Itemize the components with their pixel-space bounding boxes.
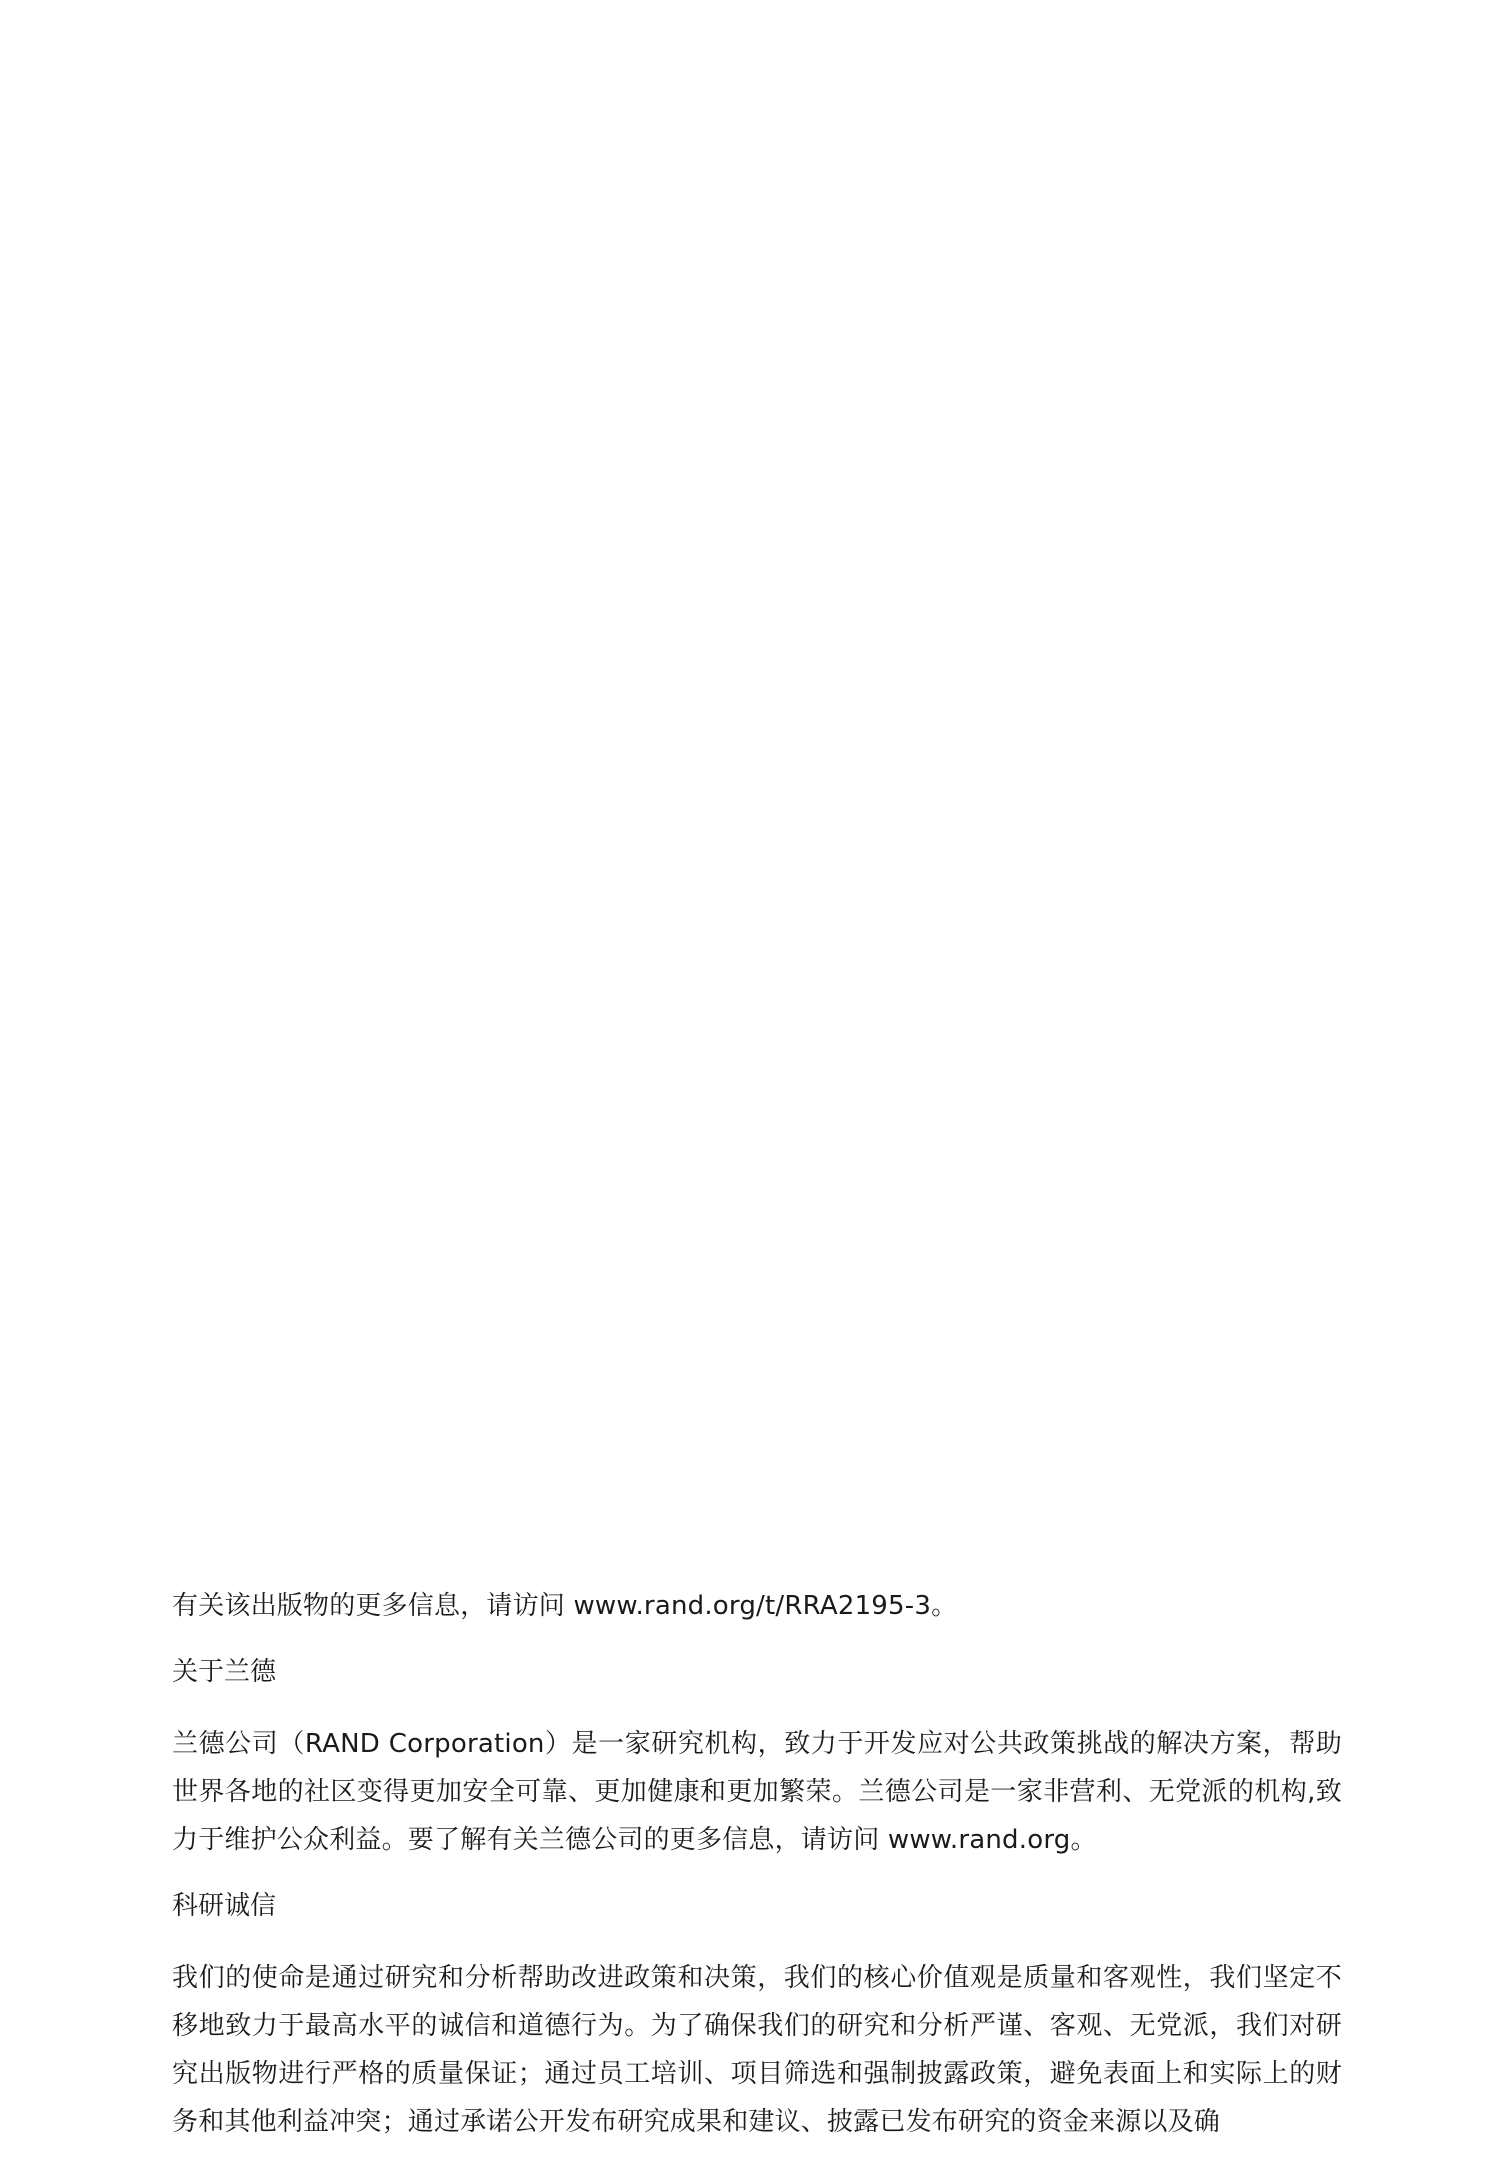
page-content — [172, 1582, 1342, 2146]
about-paragraph: 兰德公司（RAND Corporation）是一家研究机构，致力于开发应对公共政策挑战的解决方案，帮助世界各地的社区变得更加安全可靠、更加健康和更加繁荣。兰德公司是一家非营利、无党派的机构,致力于维护公众利益。要了解有关兰德公司的更多信息，请访问 www.rand.org。 — [172, 1729, 1342, 1855]
integrity-paragraph: 我们的使命是通过研究和分析帮助改进政策和决策，我们的核心价值观是质量和客观性，我们坚定不移地致力于最高水平的诚信和道德行为。为了确保我们的研究和分析严谨、客观、无党派，我们对研究出版物进行严格的质量保证；通过员工培训、项目筛选和强制披露政策，避免表面上和实际上的财务和其他利益冲突；通过承诺公开发布研究成果和建议、披露已发布研究的资金来源以及确 — [172, 1963, 1342, 2137]
about-heading: 关于兰德 — [172, 1657, 277, 1687]
publication-info-line: 有关该出版物的更多信息，请访问 www.rand.org/t/RRA2195-3。 — [172, 1591, 958, 1621]
integrity-heading: 科研诚信 — [172, 1891, 277, 1921]
